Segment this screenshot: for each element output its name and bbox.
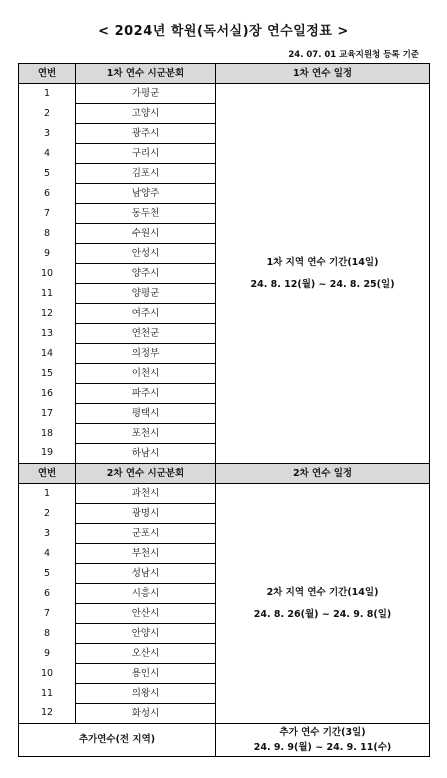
city-branch: 양평군 — [76, 284, 216, 304]
table-row — [19, 484, 430, 504]
city-branch: 의왕시 — [76, 684, 216, 704]
row-number: 5 — [19, 564, 76, 584]
section2-body — [19, 484, 430, 724]
city-branch: 여주시 — [76, 304, 216, 324]
section2-period — [216, 484, 430, 724]
row-number: 10 — [19, 664, 76, 684]
city-branch: 고양시 — [76, 104, 216, 124]
row-number: 7 — [19, 204, 76, 224]
row-number: 6 — [19, 584, 76, 604]
training-schedule-table — [18, 63, 430, 757]
city-branch: 가평군 — [76, 84, 216, 104]
city-branch: 오산시 — [76, 644, 216, 664]
city-branch: 평택시 — [76, 404, 216, 424]
row-number: 15 — [19, 364, 76, 384]
city-branch: 양주시 — [76, 264, 216, 284]
section1-header-period: 1차 연수 일정 — [216, 64, 430, 84]
section1-body — [19, 84, 430, 464]
city-branch: 성남시 — [76, 564, 216, 584]
city-branch: 파주시 — [76, 384, 216, 404]
section2-header-city: 2차 연수 시군분회 — [76, 464, 216, 484]
row-number: 8 — [19, 224, 76, 244]
row-number: 6 — [19, 184, 76, 204]
extra-period-line2: 24. 9. 9(월) ~ 24. 9. 11(수) — [253, 742, 392, 753]
section1-period-line2: 24. 8. 12(월) ~ 24. 8. 25(일) — [250, 278, 395, 290]
city-branch: 수원시 — [76, 224, 216, 244]
extra-period-line1: 추가 연수 기간(3일) — [279, 727, 366, 738]
registration-basis-note: 24. 07. 01 교육지원청 등록 기준 — [288, 50, 419, 60]
row-number: 3 — [19, 124, 76, 144]
city-branch: 김포시 — [76, 164, 216, 184]
row-number: 2 — [19, 504, 76, 524]
city-branch: 남양주 — [76, 184, 216, 204]
extra-training-row — [19, 724, 430, 757]
row-number: 4 — [19, 144, 76, 164]
city-branch: 군포시 — [76, 524, 216, 544]
row-number: 10 — [19, 264, 76, 284]
city-branch: 이천시 — [76, 364, 216, 384]
section2-period-line2: 24. 8. 26(월) ~ 24. 9. 8(일) — [253, 608, 392, 620]
row-number: 14 — [19, 344, 76, 364]
section2-header-no: 연번 — [19, 464, 76, 484]
row-number: 8 — [19, 624, 76, 644]
row-number: 7 — [19, 604, 76, 624]
city-branch: 포천시 — [76, 424, 216, 444]
row-number: 11 — [19, 284, 76, 304]
city-branch: 광명시 — [76, 504, 216, 524]
extra-training-label: 추가연수(전 지역) — [19, 724, 216, 757]
section1-header-row — [19, 64, 430, 84]
city-branch: 화성시 — [76, 704, 216, 724]
city-branch: 안산시 — [76, 604, 216, 624]
row-number: 16 — [19, 384, 76, 404]
row-number: 13 — [19, 324, 76, 344]
city-branch: 광주시 — [76, 124, 216, 144]
city-branch: 안양시 — [76, 624, 216, 644]
section2-header-period: 2차 연수 일정 — [216, 464, 430, 484]
section1-period-line1: 1차 지역 연수 기간(14일) — [266, 256, 379, 268]
row-number: 1 — [19, 484, 76, 504]
section1-period — [216, 84, 430, 464]
city-branch: 과천시 — [76, 484, 216, 504]
city-branch: 동두천 — [76, 204, 216, 224]
table-row — [19, 84, 430, 104]
row-number: 11 — [19, 684, 76, 704]
extra-training-period — [216, 724, 430, 757]
city-branch: 용인시 — [76, 664, 216, 684]
page-title: < 2024년 학원(독서실)장 연수일정표 > — [98, 24, 349, 39]
city-branch: 의정부 — [76, 344, 216, 364]
section2-period-line1: 2차 지역 연수 기간(14일) — [266, 586, 379, 598]
city-branch: 하남시 — [76, 444, 216, 464]
row-number: 5 — [19, 164, 76, 184]
row-number: 1 — [19, 84, 76, 104]
city-branch: 부천시 — [76, 544, 216, 564]
section2-header-row — [19, 464, 430, 484]
city-branch: 안성시 — [76, 244, 216, 264]
row-number: 19 — [19, 444, 76, 464]
row-number: 2 — [19, 104, 76, 124]
row-number: 3 — [19, 524, 76, 544]
row-number: 12 — [19, 304, 76, 324]
row-number: 9 — [19, 244, 76, 264]
row-number: 9 — [19, 644, 76, 664]
row-number: 18 — [19, 424, 76, 444]
city-branch: 연천군 — [76, 324, 216, 344]
city-branch: 구리시 — [76, 144, 216, 164]
row-number: 12 — [19, 704, 76, 724]
row-number: 17 — [19, 404, 76, 424]
section1-header-no: 연번 — [19, 64, 76, 84]
row-number: 4 — [19, 544, 76, 564]
section1-header-city: 1차 연수 시군분회 — [76, 64, 216, 84]
city-branch: 시흥시 — [76, 584, 216, 604]
